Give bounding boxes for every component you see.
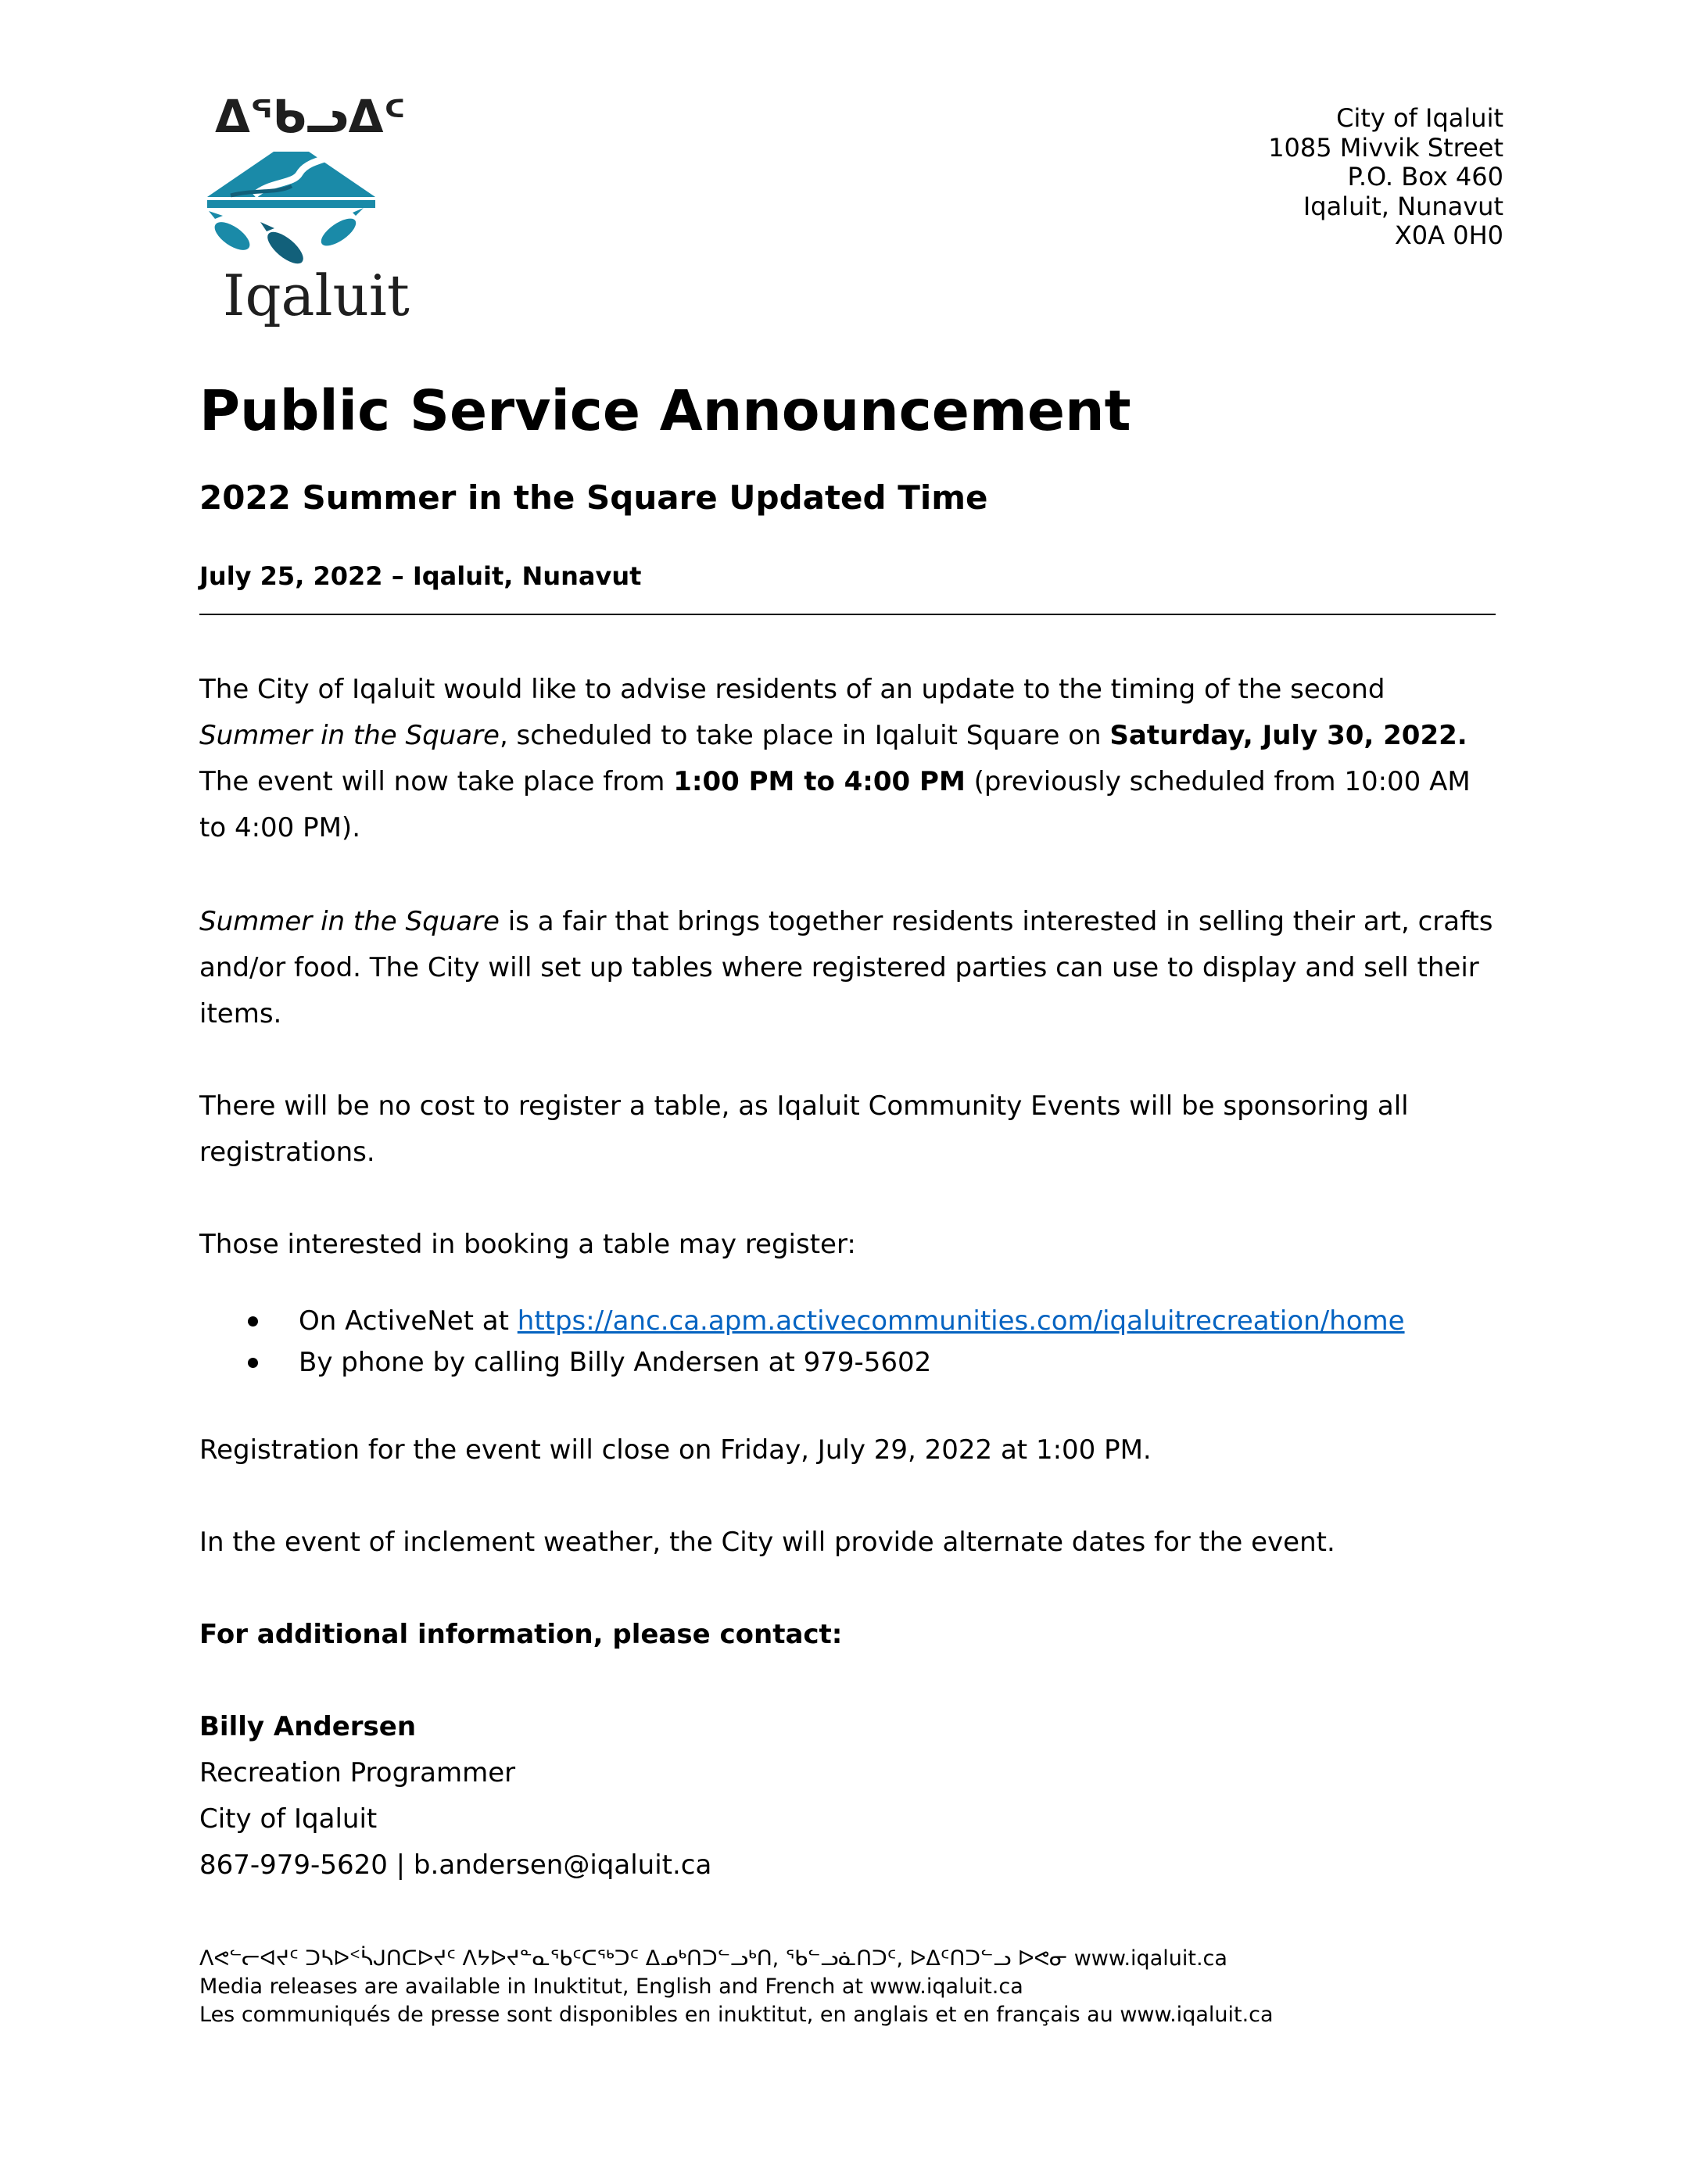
event-date-bold: Saturday, July 30, 2022. [1109, 720, 1467, 751]
contact-phone-email: 867-979-5620 | b.andersen@iqaluit.ca [199, 1849, 712, 1881]
contact-block [199, 1704, 711, 1889]
paragraph-4: Those interested in booking a table may register: [199, 1229, 856, 1260]
logo-wordmark: Iqaluit [223, 263, 410, 328]
paragraph-1 [199, 667, 1497, 851]
contact-role: Recreation Programmer [199, 1757, 516, 1788]
list-item [199, 1301, 1405, 1342]
page-subtitle: 2022 Summer in the Square Updated Time [199, 478, 988, 517]
address-line: 1085 Mivvik Street [1268, 132, 1503, 163]
paragraph-2 [199, 899, 1497, 1037]
divider [199, 614, 1496, 615]
paragraph-3: There will be no cost to register a table, as Iqaluit Community Events will be sponsoring all registrations. [199, 1090, 1409, 1168]
page-title: Public Service Announcement [199, 378, 1131, 443]
address-block [1268, 104, 1503, 251]
event-name-italic: Summer in the Square [199, 720, 500, 751]
bullet-icon [248, 1358, 258, 1368]
logo-syllabics: ᐃᖃᓗᐃᑦ [215, 90, 406, 143]
text-run: (previously scheduled from 10:00 AM to 4:00 PM). [199, 766, 1471, 843]
list-item-text: On ActiveNet at [299, 1305, 518, 1337]
address-line: X0A 0H0 [1394, 220, 1503, 250]
text-run: , scheduled to take place in Iqaluit Square on [499, 720, 1110, 751]
address-line: P.O. Box 460 [1347, 162, 1503, 192]
logo-emblem-icon [199, 150, 383, 275]
dateline: July 25, 2022 – Iqaluit, Nunavut [199, 561, 642, 591]
text-run: is a fair that brings together residents interested in selling their art, crafts and/or food. The City will set up tables where registered parties can use to display and sell their items. [199, 906, 1493, 1029]
footer-line-inuktitut: ᐱᕙᓪᓕᐊᔪᑦ ᑐᓴᐅᑉᓵᒍᑎᑕᐅᔪᑦ ᐱᔭᐅᔪᓐᓇᖃᑦᑕᖅᑐᑦ ᐃᓄᒃᑎᑐᓪᓗᒃᑎ, ᖃᓪᓗᓈᑎᑐᑦ, ᐅᐃᑦᑎᑐᓪᓗ ᐅᕙᓂ www.iqaluit.ca [199, 1946, 1227, 1971]
footer-line-french: Les communiqués de presse sont disponibles en inuktitut, en anglais et en français au www.iqaluit.ca [199, 2003, 1274, 2027]
paragraph-5: Registration for the event will close on Friday, July 29, 2022 at 1:00 PM. [199, 1434, 1152, 1466]
address-line: City of Iqaluit [1336, 103, 1503, 133]
registration-options-list [199, 1301, 1405, 1384]
activenet-link[interactable]: https://anc.ca.apm.activecommunities.com/iqaluitrecreation/home [517, 1305, 1405, 1337]
footer [199, 1945, 1274, 2029]
text-run: The City of Iqaluit would like to advise residents of an update to the timing of the second [199, 674, 1385, 705]
event-name-italic: Summer in the Square [199, 906, 500, 937]
text-run: The event will now take place from [199, 766, 674, 797]
bullet-icon [248, 1316, 258, 1327]
list-item-text: By phone by calling Billy Andersen at 979-5602 [299, 1347, 932, 1378]
paragraph-6: In the event of inclement weather, the City will provide alternate dates for the event. [199, 1527, 1335, 1558]
contact-org: City of Iqaluit [199, 1803, 378, 1835]
list-item [199, 1342, 1405, 1384]
city-logo [199, 90, 410, 336]
contact-heading: For additional information, please contact: [199, 1619, 843, 1650]
footer-line-english: Media releases are available in Inuktitut, English and French at www.iqaluit.ca [199, 1975, 1023, 1999]
event-time-bold: 1:00 PM to 4:00 PM [673, 766, 966, 797]
address-line: Iqaluit, Nunavut [1303, 191, 1503, 221]
contact-name: Billy Andersen [199, 1711, 417, 1742]
